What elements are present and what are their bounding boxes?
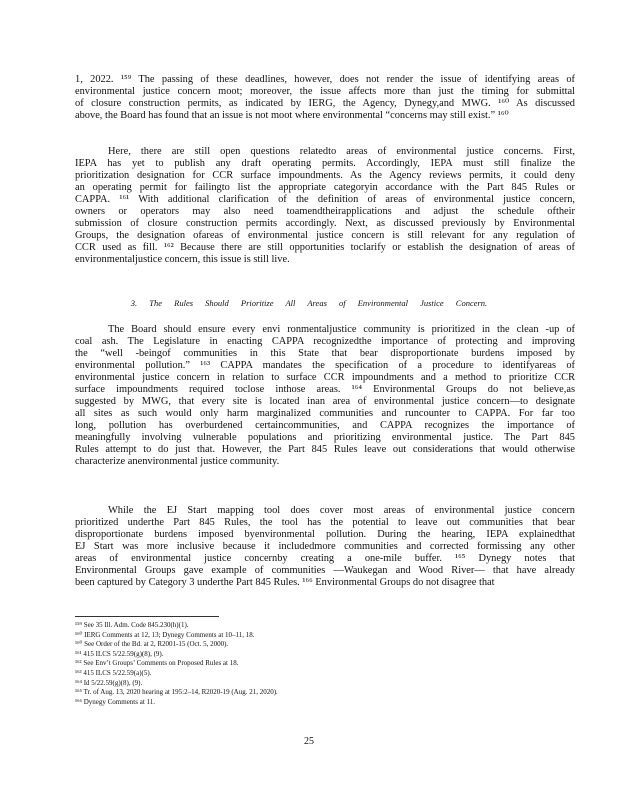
paragraph-2-line: an operating permit for failingto list the appropriate categoryin accordance with the Part 845 Rules or xyxy=(75,182,575,193)
footnote: ¹⁶³ 415 ILCS 5/22.59(a)(5). xyxy=(75,669,152,677)
footnote: ¹⁶⁶ Dynegy Comments at 11. xyxy=(75,697,156,706)
paragraph-3-line: Rules attempt to do just that. However, the Part 845 Rules leave out considerations that would otherwise xyxy=(75,444,575,455)
paragraph-3-line: The Board should ensure every envi ronmentaljustice community is prioritized in the clean -up of xyxy=(108,324,575,335)
paragraph-2-line: environmentaljustice concern, this issue is still live. xyxy=(75,254,290,265)
paragraph-1-line: above, the Board has found that an issue is not moot where environmental “concerns may still exist.” ¹⁶⁰ xyxy=(75,110,509,121)
paragraph-4-line: areas of environmental justice concernby creating a one-mile buffer. ¹⁶⁵ Dynegy notes that xyxy=(75,553,575,564)
paragraph-3-line: environmental pollution.” ¹⁶³ CAPPA mandates the specification of a procedure to identifyareas of xyxy=(75,360,575,371)
paragraph-4-line: While the EJ Start mapping tool does cover most areas of environmental justice concern xyxy=(108,505,575,516)
paragraph-2-line: Here, there are still open questions relatedto areas of environmental justice concerns. First, xyxy=(108,146,575,157)
paragraph-2-line: owners or operators may also need toamendtheirapplications and adjust the schedule oftheir xyxy=(75,206,575,217)
paragraph-4-line: EJ Start was more inclusive because it includedmore communities and corrected formissing any other xyxy=(75,541,575,552)
footnote: ¹⁶⁰ See Order of the Bd. at 2, R2001-15 (Oct. 5, 2000). xyxy=(75,640,229,649)
paragraph-3-line: environmental justice concern in relation to surface CCR impoundments and a method to prioritize CCR xyxy=(75,372,575,383)
paragraph-2-line: IEPA has yet to publish any draft operating permits. Accordingly, IEPA must still finalize the xyxy=(75,158,575,169)
paragraph-1-line: 1, 2022. ¹⁵⁹ The passing of these deadlines, however, does not render the issue of identifying areas of xyxy=(75,74,575,85)
paragraph-1-line: of closure construction permits, as indicated by IERG, the Agency, Dynegy,and MWG. ¹⁶⁰ As discussed xyxy=(75,98,575,109)
footnote-separator xyxy=(75,616,219,617)
section-heading: 3. The Rules Should Prioritize All Areas of Environmental Justice Concern. xyxy=(130,298,488,308)
footnote: ¹⁵⁹ See 35 Ill. Adm. Code 845.230(h)(1). xyxy=(75,621,189,629)
paragraph-3-line: meaningfully involving vulnerable populations and prioritizing environmental justice. The Part 845 xyxy=(75,432,575,443)
paragraph-4-line: disproportionate burdens imposed byenvironmental pollution. During the hearing, IEPA explainedthat xyxy=(75,529,575,540)
footnote: ¹⁶⁴ Id 5/22.59(g)(8), (9). xyxy=(75,678,143,687)
paragraph-3-line: suggested by MWG, that every site is located inan area of environmental justice concern—to designate xyxy=(75,396,575,407)
paragraph-4-line: prioritized underthe Part 845 Rules, the tool has the potential to leave out communities that bear xyxy=(75,517,575,528)
footnote: ¹⁶⁵ Tr. of Aug. 13, 2020 hearing at 195:2–14, R2020-19 (Aug. 21, 2020). xyxy=(75,688,278,697)
paragraph-3-line: all sites as such would only harm marginalized communities and runcounter to CAPPA. For far too xyxy=(75,408,575,419)
paragraph-2-line: Groups, the designation ofareas of environmental justice concern is still relevant for any regulation of xyxy=(75,230,575,241)
footnote: ¹⁶⁰ IERG Comments at 12, 13; Dynegy Comments at 10–11, 18. xyxy=(75,630,255,639)
page-number: 25 xyxy=(304,736,314,747)
paragraph-3-line: the “well -beingof communities in this State that bear disproportionate burdens imposed by xyxy=(75,348,575,359)
footnote: ¹⁶¹ 415 ILCS 5/22.59(g)(8), (9). xyxy=(75,649,164,658)
paragraph-4-line: Environmental Groups gave example of communities —Waukegan and Wood River— that have already xyxy=(75,565,575,576)
paragraph-3-line: coal ash. The Legislature in enacting CAPPA recognizedthe importance of protecting and improving xyxy=(75,336,575,347)
paragraph-3-line: surface impoundments required toclose inthose areas. ¹⁶⁴ Environmental Groups do not believe,as xyxy=(75,384,575,395)
footnote: ¹⁶² See Env’t Groups’ Comments on Proposed Rules at 18. xyxy=(75,659,239,668)
paragraph-3-line: characterize anenvironmental justice community. xyxy=(75,456,280,467)
paragraph-2-line: prioritization designation for CCR surface impoundments. As the Agency reviews permits, it could deny xyxy=(75,170,575,181)
paragraph-2-line: submission of closure construction permits accordingly. Next, as discussed previously by Environmental xyxy=(75,218,575,229)
paragraph-4-line: been captured by Category 3 underthe Part 845 Rules. ¹⁶⁶ Environmental Groups do not disagree that xyxy=(75,577,495,588)
paragraph-2-line: CAPPA. ¹⁶¹ With additional clarification of the definition of areas of environmental justice concern, xyxy=(75,194,575,205)
paragraph-1-line: environmental justice concern moot; moreover, the issue affects more than just the timing for submittal xyxy=(75,86,575,97)
paragraph-2-line: CCR used as fill. ¹⁶² Because there are still opportunities toclarify or establish the designation of areas of xyxy=(75,242,575,253)
paragraph-3-line: long, pollution has overburdened certaincommunities, and CAPPA recognizes the importance of xyxy=(75,420,575,431)
